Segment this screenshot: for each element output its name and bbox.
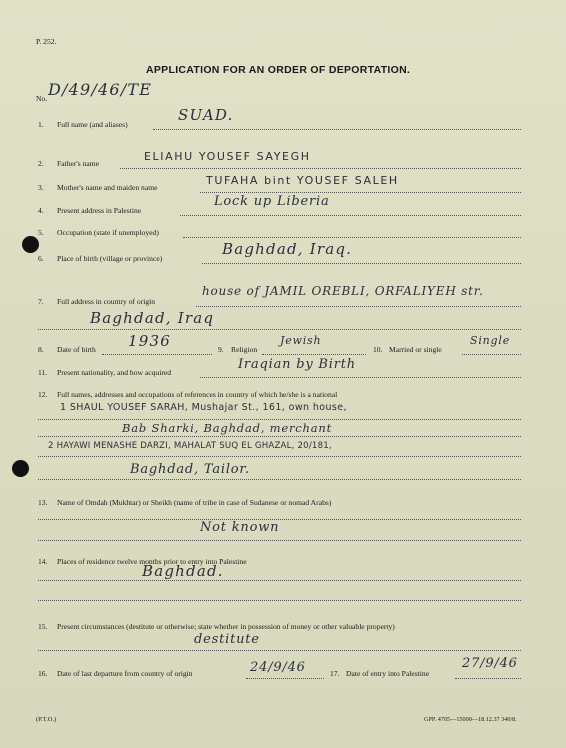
printer-code: GPP. 4705—15000—18.12.37 340/8. <box>424 716 517 723</box>
field-14-label: Places of residence twelve months prior to entry into Palestine <box>57 557 247 566</box>
field-13-number: 13. <box>38 498 48 507</box>
field-7-value-1: house of JAMIL OREBLI, ORFALIYEH str. <box>202 284 484 298</box>
field-10-number: 10. <box>373 345 383 354</box>
field-13-value: Not known <box>200 520 280 535</box>
field-15-number: 15. <box>38 622 48 631</box>
field-13-line-2 <box>38 540 521 541</box>
field-7-label: Full address in country of origin <box>57 297 156 306</box>
field-14-line-2 <box>38 600 521 601</box>
field-3-value: TUFAHA bint YOUSEF SALEH <box>206 174 399 187</box>
field-14-line-1 <box>38 580 521 581</box>
field-6-label: Place of birth (village or province) <box>57 254 163 263</box>
field-1-value: SUAD. <box>178 106 234 124</box>
field-12-number: 12. <box>38 390 48 399</box>
field-11-line <box>200 377 521 378</box>
field-12-value-1: 1 SHAUL YOUSEF SARAH, Mushajar St., 161, own house, <box>60 402 347 413</box>
pto-note: (P.T.O.) <box>36 716 57 723</box>
punch-hole-bottom <box>12 460 29 477</box>
field-4-line <box>180 215 521 216</box>
field-13-label: Name of Omdah (Mukhtar) or Sheikh (name of tribe in case of Sudanese or nomad Arabs) <box>57 498 332 507</box>
field-10-line <box>462 354 521 355</box>
field-6-line <box>202 263 521 264</box>
field-6-value: Baghdad, Iraq. <box>222 240 353 258</box>
form-code: P. 252. <box>36 37 57 46</box>
field-7-value-2: Baghdad, Iraq <box>90 309 215 327</box>
field-13-line-1 <box>38 519 521 520</box>
field-9-value: Jewish <box>280 334 322 347</box>
form-title: APPLICATION FOR AN ORDER OF DEPORTATION. <box>146 64 411 76</box>
field-17-line <box>455 678 521 679</box>
field-16-number: 16. <box>38 669 48 678</box>
number-value: D/49/46/TE <box>48 80 153 99</box>
field-17-label: Date of entry into Palestine <box>346 669 430 678</box>
field-10-value: Single <box>470 334 511 347</box>
field-12-line-4 <box>38 479 521 480</box>
field-2-number: 2. <box>38 159 44 168</box>
field-3-number: 3. <box>38 183 44 192</box>
field-9-label: Religion <box>231 345 258 354</box>
field-17-value: 27/9/46 <box>462 656 518 671</box>
field-15-line <box>38 650 521 651</box>
field-12-line-3 <box>38 456 521 457</box>
field-8-label: Date of birth <box>57 345 96 354</box>
field-11-label: Present nationality, and how acquired <box>57 368 172 377</box>
field-1-label: Full name (and aliases) <box>57 120 128 129</box>
field-1-line <box>153 129 521 130</box>
field-12-value-2: Bab Sharki, Baghdad, merchant <box>122 421 333 435</box>
field-7-line-2 <box>38 329 521 330</box>
field-3-label: Mother's name and maiden name <box>57 183 158 192</box>
field-16-value: 24/9/46 <box>250 660 306 675</box>
field-2-line <box>120 168 521 169</box>
field-3-line <box>200 192 521 193</box>
field-12-value-4: Baghdad, Tailor. <box>130 462 250 477</box>
field-9-line <box>262 354 366 355</box>
field-9-number: 9. <box>218 345 224 354</box>
field-8-number: 8. <box>38 345 44 354</box>
field-12-label: Full names, addresses and occupations of references in country of which he/she is a national <box>57 390 338 399</box>
field-15-label: Present circumstances (destitute or otherwise; state whether in possession of money or other valuable property) <box>57 622 395 631</box>
field-1-number: 1. <box>38 120 44 129</box>
field-8-line <box>102 354 212 355</box>
field-5-line <box>183 237 521 238</box>
field-11-value: Iraqian by Birth <box>238 357 356 372</box>
field-17-number: 17. <box>330 669 340 678</box>
field-7-line-1 <box>196 306 521 307</box>
field-4-label: Present address in Palestine <box>57 206 142 215</box>
field-16-line <box>246 678 324 679</box>
punch-hole-top <box>22 236 39 253</box>
field-15-value: destitute <box>194 632 260 647</box>
field-12-value-3: 2 HAYAWI MENASHE DARZI, MAHALAT SUQ EL GHAZAL, 20/181, <box>48 441 332 451</box>
field-12-line-1 <box>38 419 521 420</box>
field-8-value: 1936 <box>128 332 171 350</box>
field-2-label: Father's name <box>57 159 100 168</box>
field-10-label: Married or single <box>389 345 442 354</box>
field-11-number: 11. <box>38 368 48 377</box>
field-4-value: Lock up Liberia <box>214 194 330 209</box>
field-16-label: Date of last departure from country of origin <box>57 669 193 678</box>
field-4-number: 4. <box>38 206 44 215</box>
field-5-label: Occupation (state if unemployed) <box>57 228 159 237</box>
field-2-value: ELIAHU YOUSEF SAYEGH <box>144 150 311 163</box>
field-7-number: 7. <box>38 297 44 306</box>
number-label: No. <box>36 94 48 103</box>
field-12-line-2 <box>38 436 521 437</box>
field-14-value: Baghdad. <box>142 562 224 580</box>
field-6-number: 6. <box>38 254 44 263</box>
field-14-number: 14. <box>38 557 48 566</box>
field-5-number: 5. <box>38 228 44 237</box>
